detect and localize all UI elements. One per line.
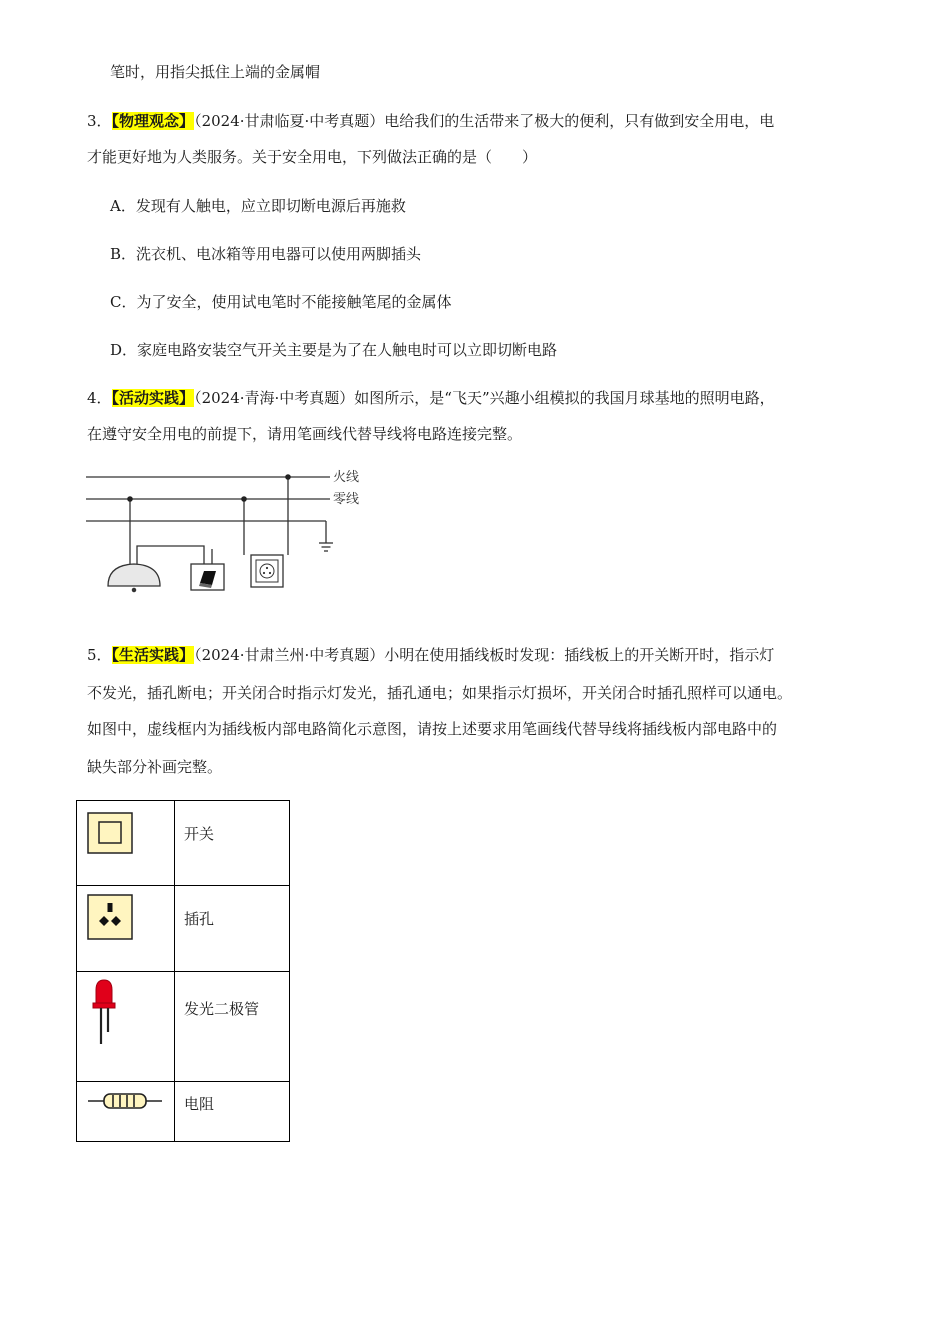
legend-label-switch: 开关	[184, 825, 215, 843]
q5-stem-line1	[87, 645, 774, 665]
symbol-legend-table	[76, 800, 290, 1142]
neutral-wire-label: 零线	[333, 492, 360, 507]
legend-row	[77, 972, 290, 1082]
circuit-diagram	[84, 463, 384, 603]
q5-number: 5．	[87, 646, 112, 664]
wall-switch-icon	[191, 564, 224, 590]
wall-socket-icon	[251, 555, 283, 587]
q3-stem-line1	[87, 111, 774, 131]
q4-number: 4．	[87, 389, 112, 407]
q3-number: 3．	[87, 112, 112, 130]
legend-row	[77, 886, 290, 972]
live-wire-label: 火线	[333, 470, 360, 485]
legend-label-socket: 插孔	[184, 910, 215, 928]
q5-stem-line2: 不发光，插孔断电；开关闭合时指示灯发光，插孔通电；如果指示灯损坏，开关闭合时插孔照样可以通电。	[87, 684, 793, 702]
q3-option-d[interactable]: D．家庭电路安装空气开关主要是为了在人触电时可以立即切断电路	[110, 341, 558, 359]
q3-option-a[interactable]: A．发现有人触电，应立即切断电源后再施救	[110, 197, 406, 215]
q4-stem-line2: 在遵守安全用电的前提下，请用笔画线代替导线将电路连接完整。	[87, 425, 523, 443]
led-icon	[90, 978, 124, 1048]
q3-stem-line2: 才能更好地为人类服务。关于安全用电，下列做法正确的是（ ）	[87, 148, 538, 166]
q3-option-b[interactable]: B．洗衣机、电冰箱等用电器可以使用两脚插头	[110, 245, 422, 263]
q4-stem-line1	[87, 388, 775, 408]
q4-tag: 【活动实践】	[111, 389, 195, 407]
q3-stem-text1: （2024·甘肃临夏·中考真题）电给我们的生活带来了极大的便利，只有做到安全用电，电	[194, 112, 775, 130]
switch-icon	[87, 812, 133, 854]
q5-stem-line3: 如图中，虚线框内为插线板内部电路简化示意图，请按上述要求用笔画线代替导线将插线板内部电路中的	[87, 720, 778, 738]
resistor-icon	[87, 1091, 163, 1111]
legend-label-resistor: 电阻	[184, 1095, 215, 1113]
q5-stem-line4: 缺失部分补画完整。	[87, 758, 223, 776]
legend-row	[77, 1082, 290, 1142]
socket-icon	[87, 894, 133, 940]
q4-stem-text1: （2024·青海·中考真题）如图所示，是“飞天”兴趣小组模拟的我国月球基地的照明电路，	[194, 389, 775, 407]
legend-label-led: 发光二极管	[184, 1000, 260, 1018]
legend-row	[77, 801, 290, 886]
q3-tag: 【物理观念】	[111, 112, 195, 130]
lamp-icon	[108, 564, 160, 592]
q2-tail-text: 笔时，用指尖抵住上端的金属帽	[110, 63, 321, 81]
q3-option-c[interactable]: C．为了安全，使用试电笔时不能接触笔尾的金属体	[110, 293, 452, 311]
q5-stem-text1: （2024·甘肃兰州·中考真题）小明在使用插线板时发现：插线板上的开关断开时，指示灯	[194, 646, 775, 664]
q5-tag: 【生活实践】	[111, 646, 195, 664]
